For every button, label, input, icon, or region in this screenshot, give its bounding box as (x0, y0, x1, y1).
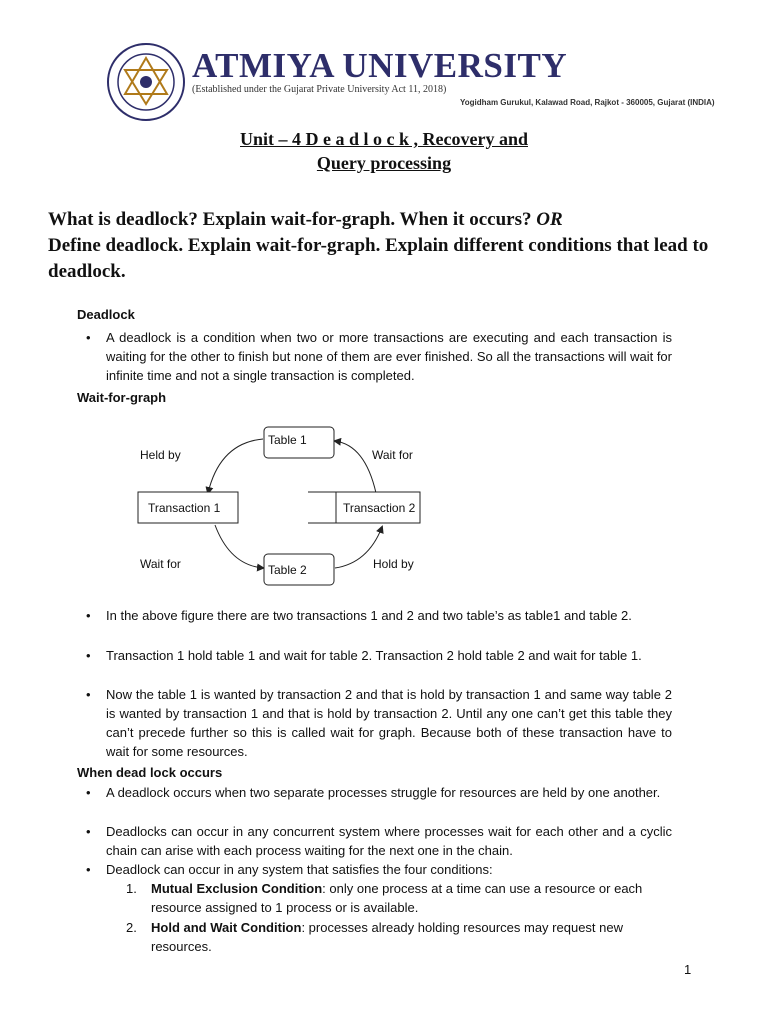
condition-1-term: Mutual Exclusion Condition (151, 881, 323, 896)
occurs-bullet-1: A deadlock occurs when two separate processes struggle for resources are held by one another. (106, 785, 661, 800)
page-title-line1: Unit – 4 D e a d l o c k , Recovery and (240, 129, 528, 149)
deadlock-heading: Deadlock (77, 307, 135, 322)
condition-2-number: 2. (126, 920, 137, 935)
wfg-bullet-2: Transaction 1 hold table 1 and wait for table 2. Transaction 2 hold table 2 and wait for table 1. (106, 648, 642, 663)
condition-1-number: 1. (126, 881, 137, 896)
bullet-dot: • (86, 608, 91, 623)
bullet-dot: • (86, 648, 91, 663)
arc-held-by (208, 439, 263, 493)
arc-wait-for-top (335, 441, 376, 493)
occurs-bullet-3: Deadlock can occur in any system that satisfies the four conditions: (106, 862, 493, 877)
bullet-dot: • (86, 687, 91, 702)
occurs-bullet-2: Deadlocks can occur in any concurrent system where processes wait for each other and a cyclic chain can arise with each process waiting for the next one in the chain. (106, 824, 672, 858)
label-wait-for-bottom: Wait for (140, 557, 181, 571)
bullet-dot: • (86, 785, 91, 800)
table1-label: Table 1 (268, 433, 307, 447)
wait-for-graph-heading: Wait-for-graph (77, 390, 167, 405)
question-part1: What is deadlock? Explain wait-for-graph. When it occurs? (48, 209, 532, 230)
university-logo (106, 42, 186, 122)
wfg-bullet-1: In the above figure there are two transactions 1 and 2 and two table’s as table1 and table 2. (106, 608, 632, 623)
when-occurs-heading: When dead lock occurs (77, 765, 223, 780)
condition-2 (151, 918, 671, 956)
table2-label: Table 2 (268, 563, 307, 577)
bullet-dot: • (86, 330, 91, 345)
question-part2: Define deadlock. Explain wait-for-graph. Explain different conditions that lead to deadlock. (48, 235, 709, 282)
bullet-dot: • (86, 824, 91, 839)
deadlock-definition: A deadlock is a condition when two or more transactions are executing and each transaction is waiting for the other to finish but none of them are ever finished. So all the transactions will wait for infinite time and not a single transaction is completed. (106, 330, 672, 383)
condition-1-text: : only one process at a time can use a resource or each resource assigned to 1 process or is available. (151, 881, 643, 915)
university-subtitle: (Established under the Gujarat Private University Act 11, 2018) (192, 84, 447, 95)
condition-2-text: : processes already holding resources may request new resources. (151, 920, 623, 954)
arc-wait-for-bottom (215, 525, 263, 568)
question-heading (48, 207, 738, 285)
university-address: Yogidham Gurukul, Kalawad Road, Rajkot - 360005, Gujarat (INDIA) (460, 98, 715, 107)
condition-1 (151, 879, 671, 917)
wfg-bullet-3: Now the table 1 is wanted by transaction 2 and that is hold by transaction 1 and same way table 2 is wanted by transaction 1 and that is hold by transaction 2. Until any one can’t get this table they can’t precede further so this is called wait for graph. Because both of these transaction have to wait for some resources. (106, 687, 672, 759)
page-number: 1 (684, 962, 692, 977)
transaction1-label: Transaction 1 (148, 501, 221, 515)
question-or: OR (536, 209, 563, 230)
university-name: ATMIYA UNIVERSITY (192, 46, 568, 85)
transaction2-label: Transaction 2 (343, 501, 416, 515)
condition-2-term: Hold and Wait Condition (151, 920, 302, 935)
wait-for-graph-diagram (130, 415, 430, 595)
bullet-dot: • (86, 862, 91, 877)
label-held-by: Held by (140, 448, 181, 462)
label-hold-by: Hold by (373, 557, 414, 571)
label-wait-for-top: Wait for (372, 448, 413, 462)
page-title-line2: Query processing (316, 153, 452, 173)
